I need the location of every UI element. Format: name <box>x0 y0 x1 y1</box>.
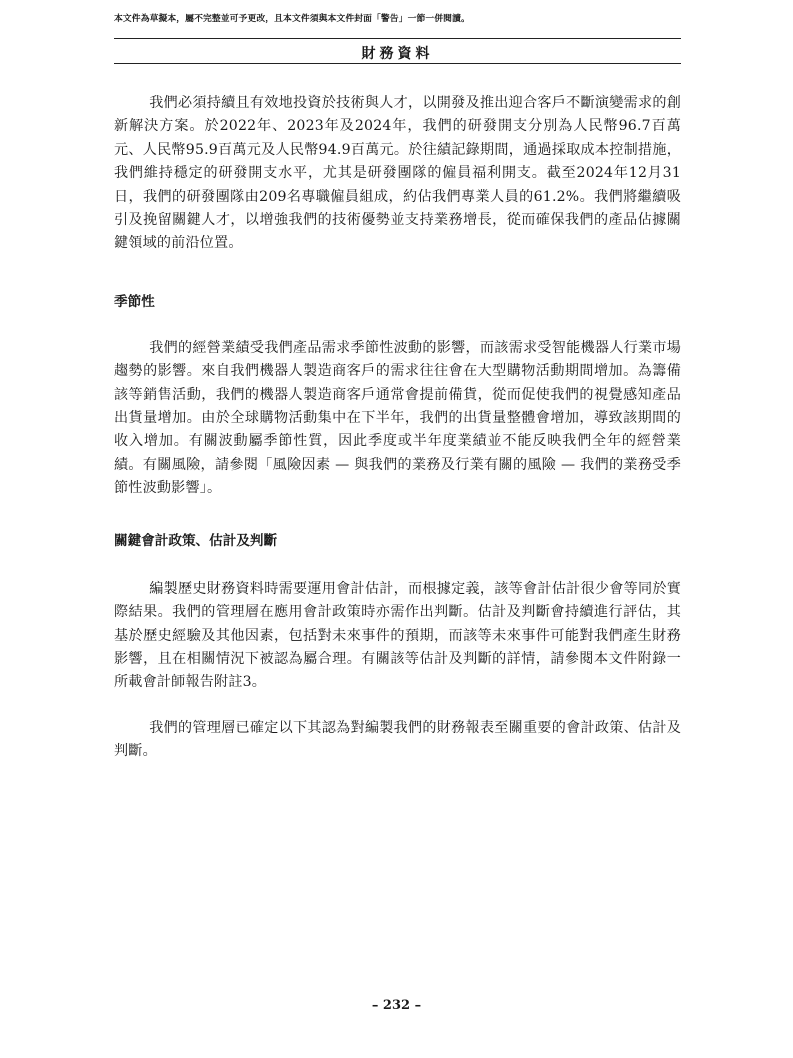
paragraph-seasonality: 我們的經營業績受我們產品需求季節性波動的影響，而該需求受智能機器人行業市場趨勢的影響。來自我們機器人製造商客戶的需求往往會在大型購物活動期間增加。為籌備該等銷售活動，我們的機器人製造商客戶通常會提前備貨，從而促使我們的視覺感知產品出貨量增加。由於全球購物活動集中在下半年，我們的出貨量整體會增加，導致該期間的收入增加。有關波動屬季節性質，因此季度或半年度業績並不能反映我們全年的經營業績。有關風險，請參閱「風險因素 — 與我們的業務及行業有關的風險 — 我們的業務受季節性波動影響」。 <box>114 339 681 497</box>
paragraph-rd-expenses: 我們必須持續且有效地投資於技術與人才，以開發及推出迎合客戶不斷演變需求的創新解決方案。於2022年、2023年及2024年，我們的研發開支分別為人民幣96.7百萬元、人民幣95.9百萬元及人民幣94.9百萬元。於往績記錄期間，通過採取成本控制措施，我們維持穩定的研發開支水平，尤其是研發團隊的僱員福利開支。截至2024年12月31日，我們的研發團隊由209名專職僱員組成，約佔我們專業人員的61.2%。我們將繼續吸引及挽留關鍵人才，以增強我們的技術優勢並支持業務增長，從而確保我們的產品佔據關鍵領域的前沿位置。 <box>114 95 681 252</box>
page-number: – 232 – <box>371 998 422 1013</box>
paragraph-accounting-estimates: 編製歷史財務資料時需要運用會計估計，而根據定義，該等會計估計很少會等同於實際結果。我們的管理層在應用會計政策時亦需作出判斷。估計及判斷會持續進行評估，其基於歷史經驗及其他因素，包括對未來事件的預期，而該等未來事件可能對我們產生財務影響，且在相關情況下被認為屬合理。有關該等估計及判斷的詳情，請參閱本文件附錄一所載會計師報告附註3。 <box>114 580 681 691</box>
header-rule-bottom <box>114 63 681 64</box>
document-body <box>114 92 681 764</box>
section-title: 財務資料 <box>361 46 434 62</box>
header-rule-top <box>114 38 681 39</box>
draft-notice: 本文件為草擬本，屬不完整並可予更改，且本文件須與本文件封面「警告」一節一併閱讀。 <box>114 14 470 24</box>
seasonality-heading: 季節性 <box>114 293 155 310</box>
accounting-policies-heading: 關鍵會計政策、估計及判斷 <box>114 532 278 549</box>
paragraph-management-determination: 我們的管理層已確定以下其認為對編製我們的財務報表至關重要的會計政策、估計及判斷。 <box>114 719 681 760</box>
